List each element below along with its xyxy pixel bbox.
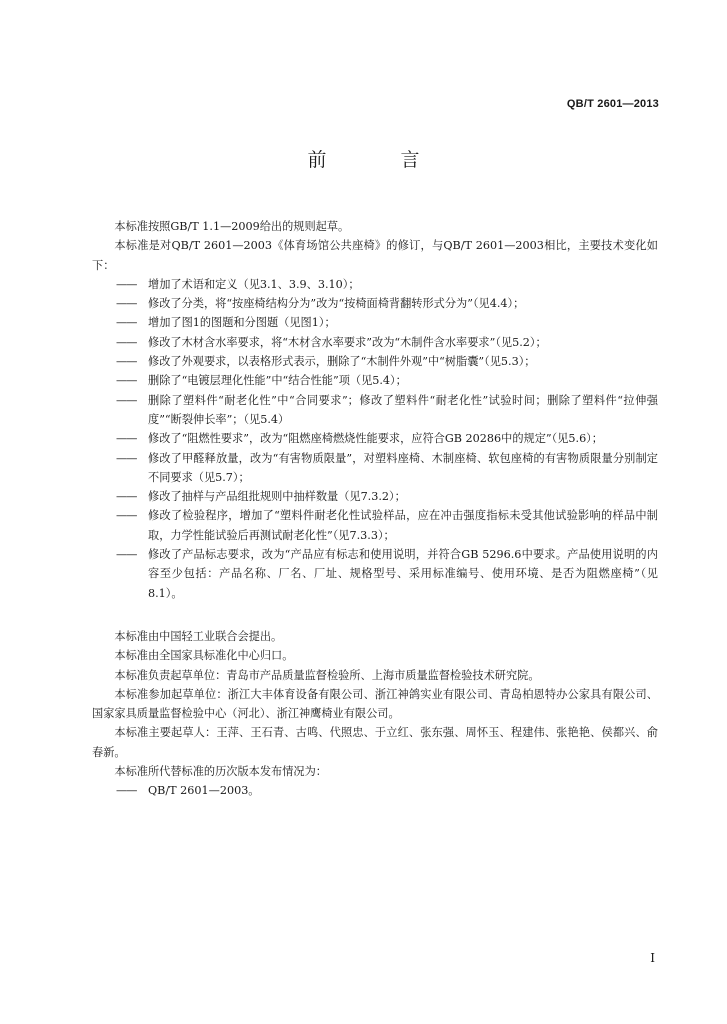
dash-mark: —— [116, 374, 137, 388]
closing-paragraph: 本标准参加起草单位：浙江大丰体育设备有限公司、浙江神鸽实业有限公司、青岛柏恩特办公家具有限公司、国家家具质量监督检验中心（河北）、浙江神鹰椅业有限公司。 [92, 687, 658, 721]
intro-paragraph: 本标准是对QB/T 2601—2003《体育场馆公共座椅》的修订，与QB/T 2601—2003相比，主要技术变化如下： [92, 239, 658, 272]
list-item [92, 294, 658, 313]
change-text: 增加了图1的图题和分图题（见图1）； [148, 316, 336, 330]
list-item [92, 487, 658, 506]
closing-paragraph: 本标准由中国轻工业联合会提出。 [114, 629, 283, 643]
change-text: 修改了抽样与产品组批规则中抽样数量（见7.3.2）； [148, 490, 406, 504]
change-text: 修改了甲醛释放量，改为“有害物质限量”，对塑料座椅、木制座椅、软包座椅的有害物质限量分别制定不同要求（见5.7）； [148, 451, 658, 484]
change-list [92, 275, 658, 603]
dash-mark: —— [116, 316, 137, 330]
list-item [92, 313, 658, 332]
dash-mark: —— [116, 784, 137, 798]
closing-paragraph: 本标准所代替标准的历次版本发布情况为： [114, 765, 327, 779]
list-item [92, 371, 658, 390]
change-text: 修改了检验程序，增加了“塑料件耐老化性试验样品，应在冲击强度指标未受其他试验影响的样品中制取，力学性能试验后再测试耐老化性”（见7.3.3）； [148, 509, 658, 542]
history-item [92, 781, 658, 800]
dash-mark: —— [116, 490, 137, 504]
dash-mark: —— [116, 277, 137, 291]
document-body [92, 217, 658, 801]
dash-mark: —— [116, 548, 137, 562]
dash-mark: —— [116, 355, 137, 369]
closing-paragraph: 本标准负责起草单位：青岛市产品质量监督检验所、上海市质量监督检验技术研究院。 [114, 668, 540, 682]
dash-mark: —— [116, 432, 137, 446]
list-item [92, 449, 658, 488]
change-text: 删除了“电镀层理化性能”中“结合性能”项（见5.4）； [148, 374, 407, 388]
change-text: 增加了术语和定义（见3.1、3.9、3.10）； [148, 277, 360, 291]
standard-code: QB/T 2601—2013 [566, 98, 659, 110]
history-text: QB/T 2601—2003。 [148, 784, 260, 798]
spacer [92, 603, 658, 627]
list-item [92, 275, 658, 294]
list-item [92, 545, 658, 603]
change-text: 修改了“阻燃性要求”，改为“阻燃座椅燃烧性能要求，应符合GB 20286中的规定”（见5.6）； [148, 432, 603, 446]
change-text: 删除了塑料件“耐老化性”中“合同要求”；修改了塑料件“耐老化性”试验时间；删除了塑料件“拉伸强度”“断裂伸长率”；（见5.4） [148, 393, 658, 426]
change-text: 修改了分类，将“按座椅结构分为”改为“按椅面椅背翻转形式分为”（见4.4）； [148, 297, 525, 311]
change-text: 修改了外观要求，以表格形式表示，删除了“木制件外观”中“树脂囊”（见5.3）； [148, 355, 536, 369]
dash-mark: —— [116, 393, 137, 407]
list-item [92, 391, 658, 430]
page-number: I [650, 951, 655, 965]
closing-paragraph: 本标准主要起草人：王萍、王石青、古鸣、代照忠、于立红、张东强、周怀玉、程建伟、张艳艳、侯都兴、俞春新。 [92, 726, 658, 759]
list-item [92, 352, 658, 371]
dash-mark: —— [116, 451, 137, 465]
dash-mark: —— [116, 509, 137, 523]
change-text: 修改了木材含水率要求，将“木材含水率要求”改为“木制件含水率要求”（见5.2）； [148, 335, 547, 349]
closing-paragraph: 本标准由全国家具标准化中心归口。 [114, 649, 294, 663]
change-text: 修改了产品标志要求，改为“产品应有标志和使用说明，并符合GB 5296.6中要求。产品使用说明的内容至少包括：产品名称、厂名、厂址、规格型号、采用标准编号、使用环境、是否为阻燃座椅”（见8.1）。 [148, 548, 658, 600]
list-item [92, 506, 658, 545]
intro-paragraph: 本标准按照GB/T 1.1—2009给出的规则起草。 [114, 220, 350, 233]
dash-mark: —— [116, 297, 137, 311]
list-item [92, 333, 658, 352]
dash-mark: —— [116, 335, 137, 349]
list-item [92, 429, 658, 448]
page-title: 前 言 [307, 149, 454, 171]
